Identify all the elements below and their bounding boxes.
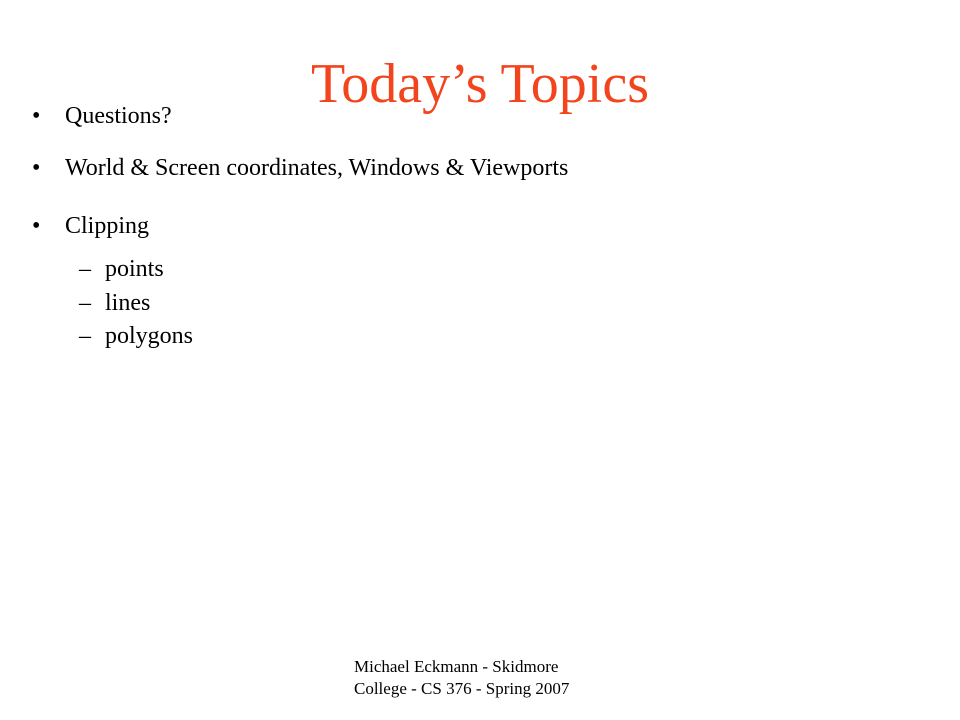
bullet-text: World & Screen coordinates, Windows & Viewports (65, 155, 569, 181)
footer-line-2: College - CS 376 - Spring 2007 (354, 679, 570, 698)
sub-item-lines (79, 288, 150, 318)
sub-item-polygons (79, 321, 193, 351)
slide-title: Today’s Topics (311, 53, 649, 115)
sub-item-text: polygons (105, 323, 194, 349)
sub-item-text: lines (105, 290, 151, 316)
bullet-text: Questions? (65, 103, 172, 129)
bullet-icon: • (32, 155, 41, 181)
dash-icon: – (79, 256, 91, 282)
dash-icon: – (79, 323, 91, 349)
bullet-item-questions (32, 101, 172, 131)
sub-item-points (79, 254, 164, 284)
dash-icon: – (79, 290, 91, 316)
slide-footer (354, 656, 634, 700)
bullet-icon: • (32, 103, 41, 129)
footer-line-1: Michael Eckmann - Skidmore (354, 657, 559, 676)
bullet-item-clipping (32, 211, 149, 241)
bullet-text: Clipping (65, 213, 150, 239)
bullet-item-coordinates (32, 153, 568, 183)
sub-item-text: points (105, 256, 164, 282)
bullet-icon: • (32, 213, 41, 239)
